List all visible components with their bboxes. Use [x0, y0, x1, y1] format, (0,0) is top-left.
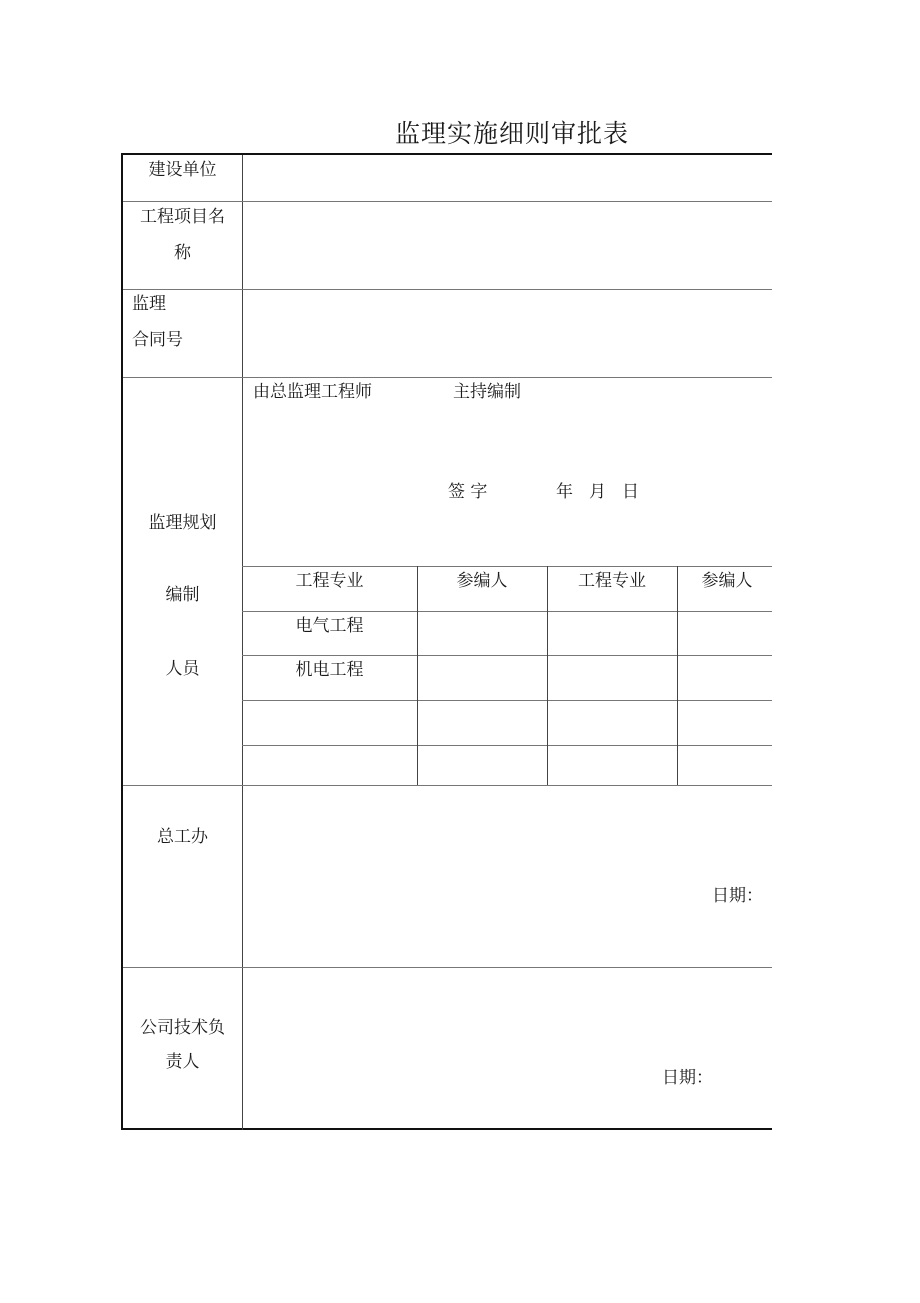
subtable-line [242, 655, 772, 656]
label-plan-line2: 编制 [165, 585, 200, 605]
staff-row-1-specialty: 电气工程 [295, 616, 364, 636]
compiled-by-text: 由总监理工程师 [253, 382, 372, 402]
row-divider [123, 967, 772, 968]
label-company-tech-line1: 公司技术负 [140, 1018, 225, 1038]
subtable-column-divider [677, 566, 678, 785]
subtable-line [242, 611, 772, 612]
label-contract-line2: 合同号 [132, 330, 183, 350]
label-contract-line1: 监理 [132, 294, 166, 314]
subtable-line [242, 745, 772, 746]
subtable-line [242, 566, 772, 567]
staff-row-2-specialty: 机电工程 [295, 660, 364, 680]
label-project-name-line1: 工程项目名 [140, 207, 225, 227]
staff-header-participant-2: 参编人 [701, 571, 753, 591]
label-plan-line1: 监理规划 [148, 513, 217, 533]
year-label: 年 [556, 482, 573, 502]
host-compile-text: 主持编制 [453, 382, 521, 402]
row-divider [123, 377, 772, 378]
form-title: 监理实施细则审批表 [394, 119, 629, 148]
company-tech-date-label: 日期： [662, 1068, 713, 1088]
subtable-line [242, 700, 772, 701]
subtable-column-divider [547, 566, 548, 785]
label-project-name-line2: 称 [174, 243, 191, 263]
row-divider [123, 201, 772, 202]
staff-header-specialty-2: 工程专业 [578, 571, 646, 591]
label-chief-office: 总工办 [157, 827, 208, 847]
day-label: 日 [622, 482, 639, 502]
label-construction-unit: 建设单位 [148, 160, 217, 180]
staff-header-specialty-1: 工程专业 [295, 571, 364, 591]
chief-office-date-label: 日期： [712, 886, 763, 906]
label-column-divider [242, 155, 243, 1130]
approval-form-table [121, 153, 772, 1130]
subtable-column-divider [417, 566, 418, 785]
row-divider [123, 289, 772, 290]
row-divider [123, 785, 772, 786]
label-plan-line3: 人员 [165, 659, 200, 679]
sign-label: 签 字 [448, 482, 488, 502]
staff-header-participant-1: 参编人 [456, 571, 508, 591]
month-label: 月 [589, 482, 606, 502]
label-company-tech-line2: 责人 [165, 1052, 200, 1072]
